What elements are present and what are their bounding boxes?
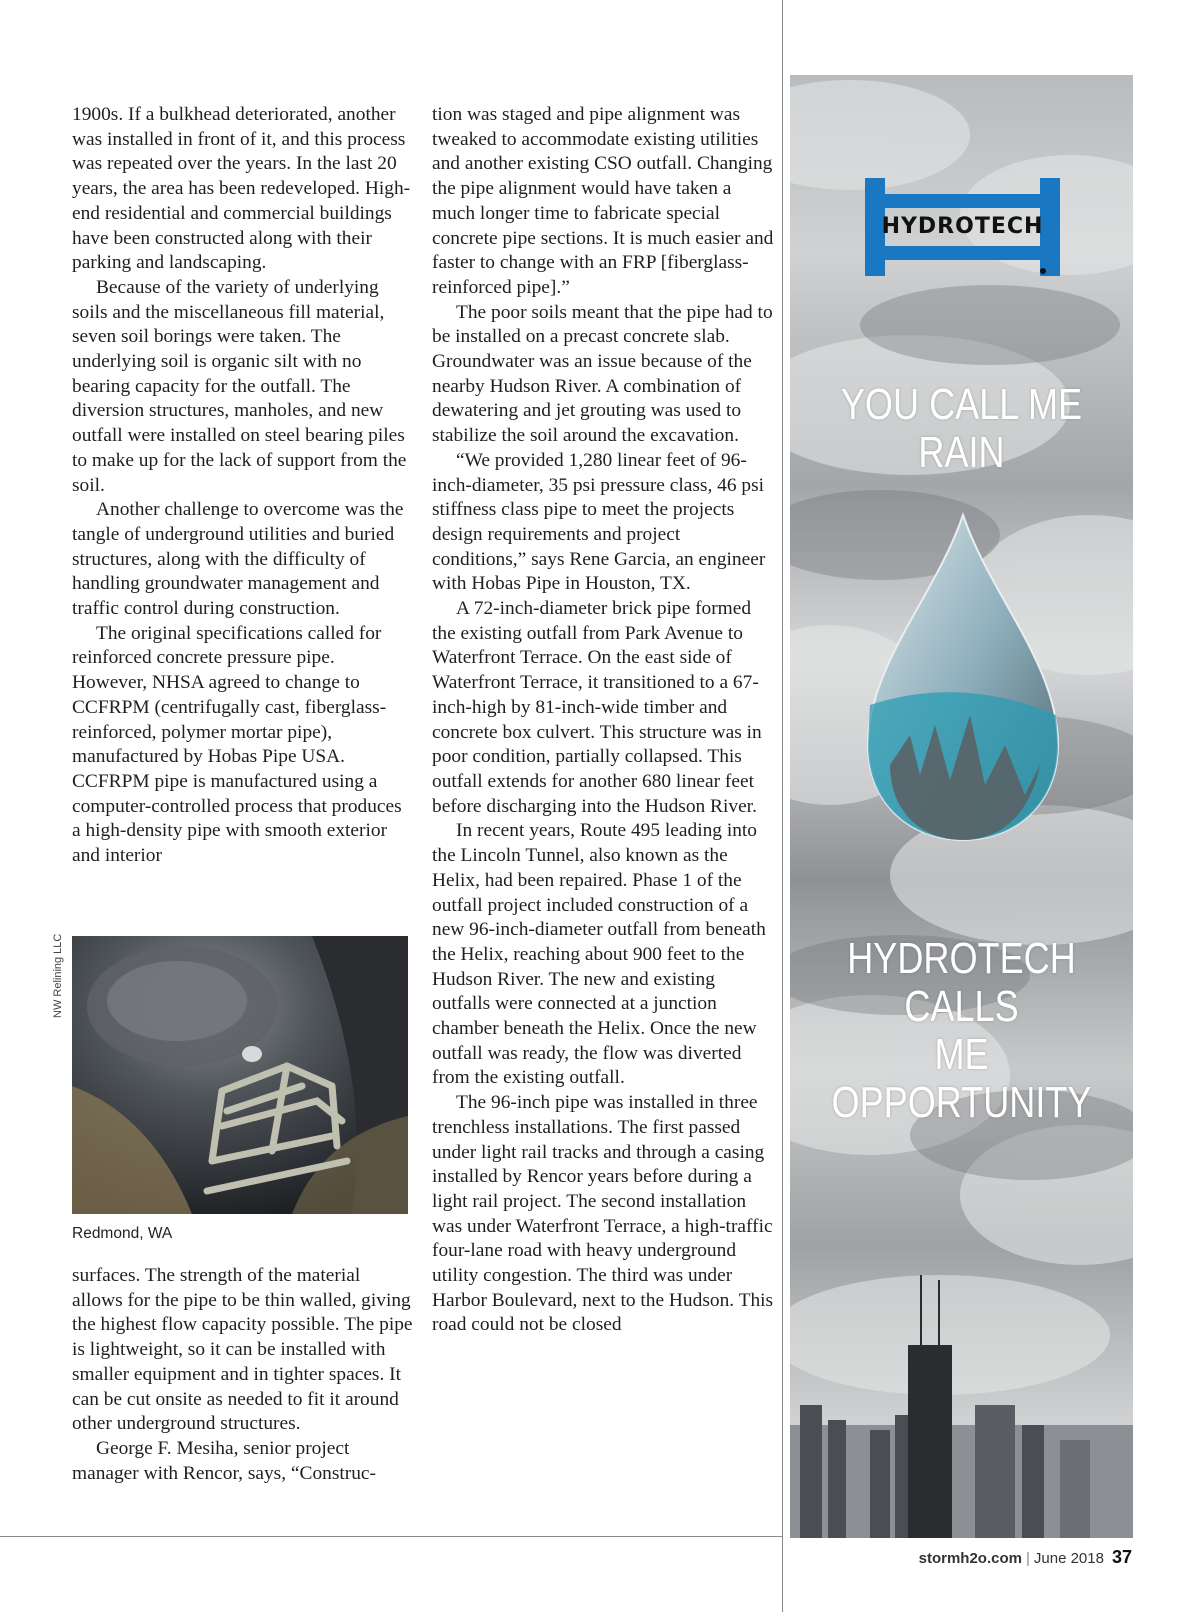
article-photo [72,936,408,1214]
article-column-1-continued [72,1264,414,1486]
paragraph: Because of the variety of underlying soils and the miscellaneous fill material, seven soil borings were taken. The underlying soil is organic silt with no bearing capacity for the outfall. The diversion structures, manholes, and new outfall were installed on steel bearing piles to make up for the lack of support from the soil. [72,276,407,496]
cloud-background [790,75,1133,1538]
paragraph: 1900s. If a bulkhead deteriorated, another was installed in front of it, and this process was repeated over the years. In the last 20 years, the area has been redeveloped. High-end residential and commercial buildings have been constructed along with their parking and landscaping. [72,104,411,274]
paragraph: A 72-inch-diameter brick pipe formed the existing outfall from Park Avenue to Waterfront Terrace. On the east side of Waterfront Terrace, it transitioned to a 67-inch-high by 81-inch-wide timber and concrete box culvert. This structure was in poor condition, partially collapsed. This outfall extends for another 680 linear feet before discharging into the Hudson River. [432,598,762,817]
ad-headline-2 [821,935,1102,1127]
paragraph: tion was staged and pipe alignment was tweaked to accommodate existing utilities and another existing CSO outfall. Changing the pipe alignment would have taken a much longer time to fabricate special concrete pipe sections. It is much easier and faster to change with an FRP [fiberglass-reinforced pipe].” [432,104,774,298]
paragraph: In recent years, Route 495 leading into the Lincoln Tunnel, also known as the Helix, had been repaired. Phase 1 of the outfall project included construction of a new 96-inch-diameter outfall from beneath the Helix, reaching about 900 feet to the Hudson River. The new and existing outfalls were connected at a junction chamber beneath the Helix. Once the new outfall was ready, the flow was diverted from the existing outfall. [432,820,766,1089]
hydrotech-advertisement[interactable] [790,75,1133,1538]
column-divider-vertical [782,0,783,1612]
hydrotech-logo [865,178,1060,276]
article-column-2 [432,103,774,1338]
footer-rule [0,1536,782,1537]
ad-headline-2-line-1: HYDROTECH CALLS [847,934,1076,1031]
paragraph: The original specifications called for reinforced concrete pressure pipe. However, NHSA agreed to change to CCFRPM (centrifugally cast, fiberglass-reinforced, polymer mortar pipe), manufactured by Hobas Pipe USA. CCFRPM pipe is manufactured using a computer-controlled process that produces a high-density pipe with smooth exterior and interior [72,622,402,867]
paragraph: The 96-inch pipe was installed in three trenchless installations. The first passed under light rail tracks and through a casing installed by Rencor years before during a light rail project. The second installation was under Waterfront Terrace, a high-traffic four-lane road with heavy underground utility congestion. The third was under Harbor Boulevard, next to the Hudson. This road could not be closed [432,1092,774,1336]
page-footer [919,1547,1132,1568]
ad-headline-1: YOU CALL ME RAIN [840,380,1083,477]
logo-wordmark: HYDROTECH [881,214,1044,239]
paragraph: Another challenge to overcome was the tangle of underground utilities and buried structures, along with the difficulty of handling groundwater management and traffic control during construction. [72,499,404,620]
paragraph: surfaces. The strength of the material allows for the pipe to be thin walled, giving the highest flow capacity possible. The pipe is lightweight, so it can be installed with smaller equipment and in tighter spaces. It can be cut onsite as needed to fit it around other underground structures. [72,1265,413,1435]
page-number: 37 [1111,1547,1132,1567]
footer-separator: | [1025,1550,1030,1567]
ad-headline-2-line-2: ME OPPORTUNITY [831,1030,1092,1127]
photo-credit: NW Relining LLC [52,933,64,1018]
photo-caption: Redmond, WA [72,1225,173,1242]
article-column-1 [72,103,414,869]
paragraph: George F. Mesiha, senior project manager with Rencor, says, “Construc- [72,1437,377,1484]
pipe-interior-illustration [72,936,408,1214]
paragraph: “We provided 1,280 linear feet of 96-inch-diameter, 35 psi pressure class, 46 psi stiffness class pipe to meet the projects design requirements and project conditions,” says Rene Garcia, an engineer with Hobas Pipe in Houston, TX. [432,449,766,595]
paragraph: The poor soils meant that the pipe had to be installed on a precast concrete slab. Groundwater was an issue because of the nearby Hudson River. A combination of dewatering and jet grouting was used to stabilize the soil around the excavation. [432,301,773,447]
issue-date: June 2018 [1033,1550,1104,1567]
site-url[interactable]: stormh2o.com [918,1550,1022,1567]
